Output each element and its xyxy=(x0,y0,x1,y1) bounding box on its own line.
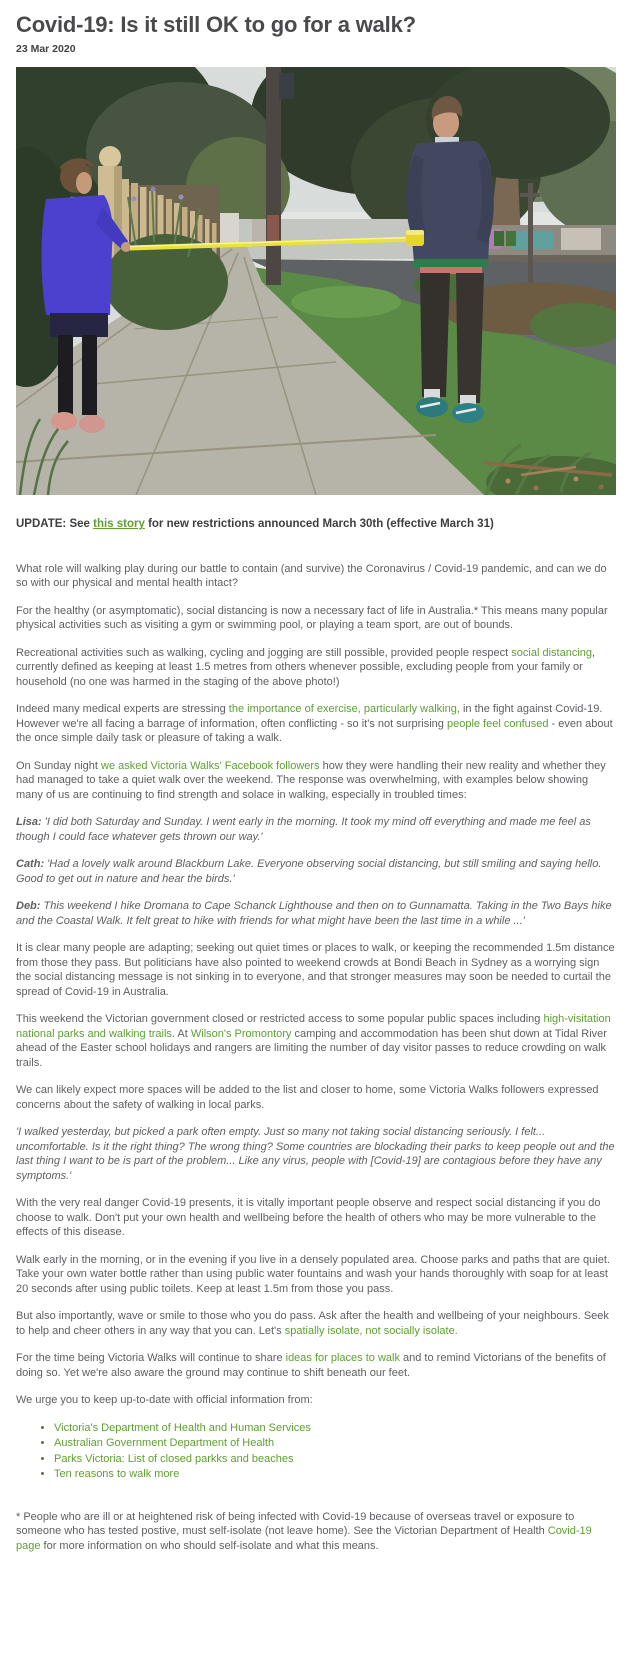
text-segment: It is clear many people are adapting; seeking out quiet times or places to walk, or keeping the recommended 1.5m distance from those they pass. But politicians have also pointed to weekend crowds at Bondi Beach in Sydney as a worrying sign the social distancing message is not sinking in to everyone, and that stronger measures may soon be needed to curtail the spread of Covid-19 in Australia. xyxy=(16,942,615,998)
text-segment: for more information on who should self-isolate and what this means. xyxy=(40,1539,379,1552)
text-segment: Recreational activities such as walking, cycling and jogging are still possible, provided people respect xyxy=(16,646,512,659)
paragraph xyxy=(16,702,616,746)
man-leg-right xyxy=(456,273,484,403)
resource-link[interactable]: Ten reasons to walk more xyxy=(54,1468,180,1481)
girl-leg-right xyxy=(82,335,97,415)
resource-links-list xyxy=(16,1421,616,1482)
photo-illustration xyxy=(16,67,616,495)
paragraph xyxy=(16,646,616,690)
text-segment: Indeed many medical experts are stressing xyxy=(16,703,229,716)
transformer-box xyxy=(279,73,294,99)
inline-link[interactable]: spatially isolate, not socially isolate. xyxy=(284,1324,458,1337)
quote-paragraph xyxy=(16,857,616,886)
text-segment: - even about the once simple daily task or pleasure of taking a walk. xyxy=(16,717,613,745)
text-segment: But also importantly, wave or smile to those who you do pass. Ask after the health and wellbeing of your neighbours. Seek to help and cheer others in any way that you can. Let's xyxy=(16,1310,609,1337)
girl-shoe-left xyxy=(51,412,77,430)
distant-house xyxy=(219,213,239,247)
article-date: 23 Mar 2020 xyxy=(16,43,76,56)
text-segment: for new restrictions announced March 30th (effective March 31) xyxy=(144,518,494,531)
paragraph xyxy=(16,604,616,633)
text-segment: * People who are ill or at heightened risk of being infected with Covid-19 because of overseas travel or exposure to someone who has tested postive, must self-isolate (not leave home). See the Victorian Department of Health xyxy=(16,1510,575,1538)
paragraph xyxy=(16,1253,616,1297)
girl-leg-left xyxy=(58,335,73,415)
list-item xyxy=(54,1436,616,1451)
inline-link[interactable]: people feel confused xyxy=(446,717,549,730)
text-segment: 'Had a lovely walk around Blackburn Lake. Everyone observing social distancing, but still smiling and saying hello. Good to get out in nature and hear the birds.' xyxy=(16,858,602,885)
paragraph xyxy=(16,1393,616,1408)
list-item xyxy=(54,1421,616,1436)
update-notice xyxy=(16,517,616,532)
text-segment: For the healthy (or asymptomatic), social distancing is now a necessary fact of life in Australia.* This means many popular physical activities such as visiting a gym or swimming pool, or playing a team sport, are out of bounds. xyxy=(16,604,608,632)
text-segment: Walk early in the morning, or in the evening if you live in a densely populated area. Choose parks and paths that are quiet. Take your own water bottle rather than using public water fountains and wash your hands thoroughly with soap for at least 20 seconds after using public toilets. Keep at least 1.5m from those you pass. xyxy=(16,1253,610,1295)
list-item xyxy=(54,1452,616,1467)
text-segment: camping and accommodation has been shut down at Tidal River ahead of the Easter school holidays and rangers are limiting the number of day visitor passes to reduce crowding on walk trails. xyxy=(16,1027,607,1069)
sweater-hem xyxy=(414,259,488,268)
resource-link[interactable]: Victoria's Department of Health and Human Services xyxy=(54,1421,311,1434)
paragraph xyxy=(16,941,616,999)
inline-link[interactable]: social distancing xyxy=(511,646,592,659)
pole-sticker xyxy=(267,215,279,245)
text-segment: With the very real danger Covid-19 presents, it is vitally important people observe and respect social distancing if you do choose to walk. Don't put your own health and wellbeing before the health of others who may be more vulnerable to the effects of this disease. xyxy=(16,1197,601,1239)
quote-paragraph xyxy=(16,1125,616,1183)
paragraph xyxy=(16,1012,616,1070)
quote-paragraph xyxy=(16,899,616,928)
paragraph xyxy=(16,1309,616,1338)
inline-link[interactable]: Covid-19 page xyxy=(16,1525,592,1552)
text-segment: This weekend I hike Dromana to Cape Schanck Lighthouse and then on to Gunnamatta. Taking in the Two Bays hike and the Coastal Walk. It felt great to hike with friends for what might have been the last time in a while ...' xyxy=(16,900,612,927)
inline-link[interactable]: Wilson's Promontory xyxy=(190,1027,292,1040)
paragraph xyxy=(16,1196,616,1240)
inline-link[interactable]: high-visitation national parks and walking trails xyxy=(16,1013,611,1040)
text-segment: , currently defined as keeping at least 1.5 metres from others whenever possible, excluding people from your family or household (no one was harmed in the staging of the above photo!) xyxy=(16,646,596,688)
resource-link[interactable]: Parks Victoria: List of closed parkks and beaches xyxy=(54,1452,294,1465)
text-segment: 'I did both Saturday and Sunday. I went early in the morning. It took my mind off everything and made me feel as though I could face whatever gets thrown our way.' xyxy=(16,816,591,843)
text-segment: Cath: xyxy=(16,858,45,871)
article-body xyxy=(16,517,616,1553)
paragraph xyxy=(16,1083,616,1112)
lavender-flower xyxy=(132,197,137,202)
grass-light-patch xyxy=(291,286,401,318)
page-title: Covid-19: Is it still OK to go for a walk? xyxy=(16,12,416,37)
text-segment: Lisa: xyxy=(16,816,42,829)
paragraph xyxy=(16,1351,616,1380)
inline-link[interactable]: we asked Victoria Walks' Facebook followers xyxy=(101,759,320,772)
article-photo xyxy=(16,67,616,495)
list-item xyxy=(54,1467,616,1482)
text-segment: UPDATE: See xyxy=(16,518,94,531)
footnote xyxy=(16,1510,616,1554)
text-segment: and to remind Victorians of the benefits of doing so. Yet we're also aware the ground may continue to shift beneath our feet. xyxy=(16,1352,606,1379)
girl-hand xyxy=(121,242,131,252)
lavender-flower-2 xyxy=(151,187,156,192)
resource-link[interactable]: Australian Government Department of Health xyxy=(54,1437,275,1450)
wheelie-bin xyxy=(494,231,504,246)
girl-face xyxy=(76,172,92,194)
street-pole-crossarm xyxy=(520,193,540,197)
text-segment: . At xyxy=(171,1027,191,1040)
text-segment: For the time being Victoria Walks will continue to share xyxy=(16,1352,286,1365)
paragraph xyxy=(16,562,616,591)
quote-paragraph xyxy=(16,815,616,844)
inline-link[interactable]: this story xyxy=(93,518,145,531)
power-pole xyxy=(266,67,281,285)
girl-skirt xyxy=(50,313,108,337)
street-pole xyxy=(528,183,533,283)
text-segment: Deb: xyxy=(16,900,41,913)
text-segment: We can likely expect more spaces will be added to the list and closer to home, some Victoria Walks followers expressed concerns about the safety of walking in local parks. xyxy=(16,1084,599,1111)
lavender-flower-3 xyxy=(179,195,184,200)
wheelie-bin-2 xyxy=(506,231,516,246)
text-segment: On Sunday night xyxy=(16,759,102,772)
inline-link[interactable]: the importance of exercise, particularly walking, xyxy=(228,703,460,716)
inline-link[interactable]: ideas for places to walk xyxy=(285,1352,400,1365)
text-segment: We urge you to keep up-to-date with official information from: xyxy=(16,1394,313,1407)
fence-post-ball xyxy=(99,146,121,168)
text-segment: in the fight against Covid-19. However we're all facing a barrage of information, often conflicting - so it's not surprising xyxy=(16,703,603,730)
text-segment: 'I walked yesterday, but picked a park often empty. Just so many not taking social distancing seriously. I felt... uncomfortable. Is it the right thing? The wrong thing? Some countries are blockading their parks to keep people out and the last thing I want to be is part of the problem... Like any virus, people with [Covid-19] are contagious before they have any symptoms.' xyxy=(16,1126,615,1182)
text-segment: This weekend the Victorian government closed or restricted access to some popular public spaces including xyxy=(16,1013,544,1026)
paragraph xyxy=(16,759,616,803)
man-leg-left xyxy=(420,273,450,397)
girl-shoe-right xyxy=(79,415,105,433)
text-segment: What role will walking play during our battle to contain (and survive) the Coronavirus / Covid-19 pandemic, and can we do so with our physical and mental health intact? xyxy=(16,562,607,590)
text-segment: how they were handling their new reality and whether they had managed to take a quiet walk over the weekend. The response was overwhelming, with examples below showing many of us are continuing to find strength and solace in walking, especially in troubled times: xyxy=(16,759,606,801)
shirt-peek xyxy=(420,267,482,274)
